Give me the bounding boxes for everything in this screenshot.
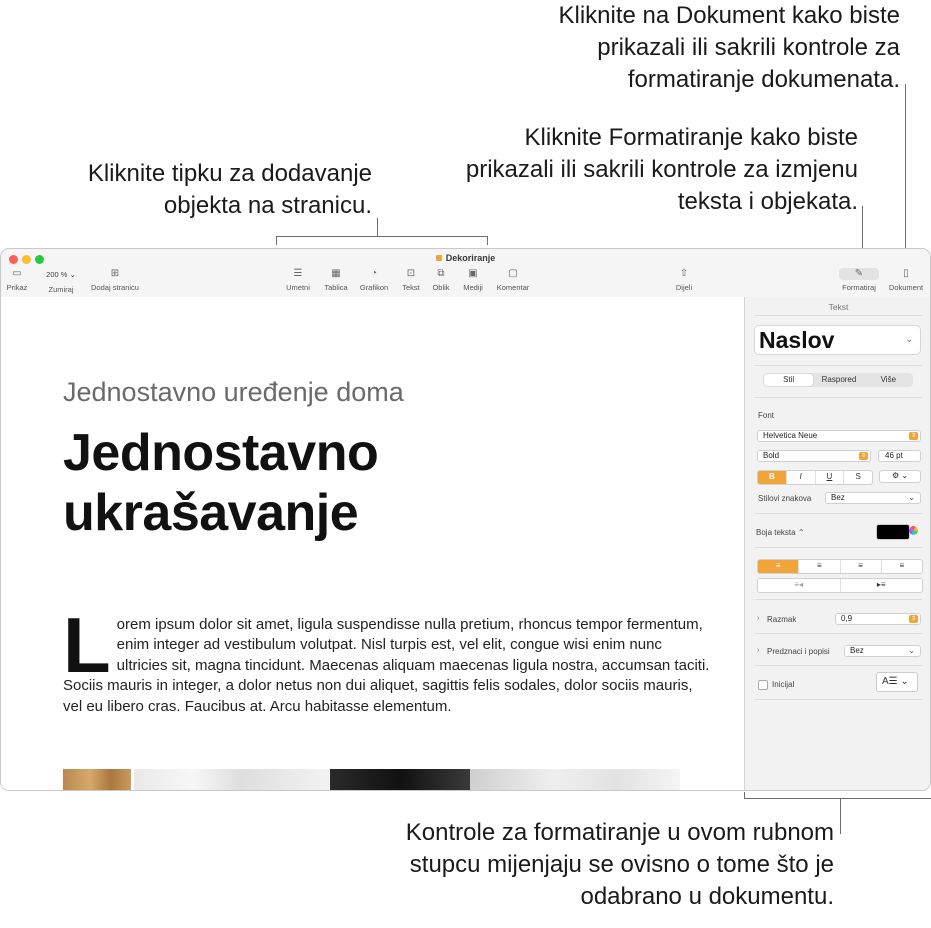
table-button[interactable]: ▦ Tablica [321, 268, 351, 292]
bracket-add-object [276, 236, 488, 245]
bullets-select[interactable]: Bez ⌄ [844, 645, 921, 657]
divider [755, 547, 922, 548]
list-icon: ☰ [293, 268, 303, 279]
divider [755, 633, 922, 634]
chevron-down-icon: ⌄ [908, 493, 915, 502]
chevron-down-icon: ⌄ [908, 646, 915, 655]
table-icon: ▦ [331, 268, 341, 279]
decrease-indent-button[interactable]: ≡◂ [758, 579, 841, 592]
document-icon [436, 255, 442, 261]
leader-line-document [905, 84, 906, 267]
leader-line-add-object [377, 218, 378, 236]
toolbar [1, 249, 930, 298]
underline-button[interactable]: U [816, 471, 845, 484]
media-button[interactable]: ▣ Mediji [460, 268, 486, 292]
divider [755, 599, 922, 600]
strikethrough-button[interactable]: S [855, 472, 861, 481]
chart-button[interactable]: ◔ Grafikon [359, 268, 389, 292]
indent-buttons [757, 578, 923, 593]
text-color-label[interactable]: Boja teksta ⌃ [756, 528, 805, 537]
text-options-button[interactable] [879, 470, 921, 483]
divider [755, 513, 922, 514]
divider [755, 665, 922, 666]
spacing-select[interactable]: 0,9 ⇕ [835, 613, 921, 625]
font-label: Font [758, 411, 775, 420]
document-title[interactable]: Jednostavno ukrašavanje [63, 424, 379, 542]
callout-add-object: Kliknite tipku za dodavanje objekta na stranicu. [87, 160, 372, 219]
spacing-label[interactable]: Razmak [767, 615, 797, 624]
divider [755, 397, 922, 398]
chart-icon: ◔ [370, 268, 378, 279]
stepper-icon: ⇕ [860, 453, 867, 459]
char-styles-label: Stilovi znakova [758, 494, 812, 503]
bracket-sidebar [744, 792, 931, 799]
align-left-button[interactable]: ≡ [758, 560, 799, 573]
document-icon: ▯ [903, 268, 909, 279]
gear-icon: ⚙ ⌄ [891, 471, 909, 480]
font-weight-select[interactable]: Bold ⇕ [757, 450, 871, 462]
photo-icon: ▣ [468, 268, 478, 279]
align-center-button[interactable]: ≡ [799, 560, 840, 573]
photo-strip-light[interactable] [134, 769, 330, 791]
dropcap-checkbox[interactable] [758, 680, 768, 690]
body-text: orem ipsum dolor sit amet, ligula suspendisse nulla pretium, rhoncus tempor fermentum, enim integer ad vestibulum volutpat. Nisl turpis est, vel elit, congue wisi enim nunc ultricies sit, magna tincidunt. Maecenas aliquam maecenas ligula nostra, accumsan taciti. Sociis mauris in integer, a dolor netus non dui aliquet, sagittis felis sodales, dolor sociis mauris, vel eu libero cras. Faucibus at. Arcu habitasse elementum. [63, 616, 710, 715]
text-style-buttons [757, 470, 873, 485]
text-button[interactable]: ⊡ Tekst [399, 268, 423, 292]
increase-indent-button[interactable]: ▸≡ [876, 580, 886, 589]
font-size-field[interactable]: 46 pt [878, 450, 921, 462]
textbox-icon: ⊡ [406, 268, 416, 279]
zoom-value[interactable]: 200 % ⌄ [46, 270, 76, 279]
dropcap-style-button[interactable] [876, 672, 918, 692]
document-button[interactable]: ▯ Dokument [885, 268, 927, 292]
font-name-select[interactable]: Helvetica Neue ⇕ [757, 430, 921, 442]
tab-style[interactable]: Stil [764, 374, 813, 386]
alignment-buttons [757, 559, 923, 574]
align-right-button[interactable]: ≡ [841, 560, 882, 573]
add-page-button[interactable]: ⊞ Dodaj stranicu [87, 268, 143, 292]
app-window [0, 248, 931, 791]
callout-format-toggle: Kliknite Formatiranje kako biste prikazali ili sakrili kontrole za izmjenu teksta i objekata. [465, 124, 858, 215]
zoom-button[interactable]: 200 % ⌄ Zumiraj [39, 268, 83, 294]
format-sidebar [744, 297, 931, 791]
sidebar-icon: ▭ [12, 268, 22, 279]
callout-document-toggle: Kliknite na Dokument kako biste prikazali ili sakrili kontrole za formatiranje dokumenata. [558, 2, 900, 93]
sidebar-header: Tekst [828, 302, 849, 312]
plus-square-icon: ⊞ [110, 268, 120, 279]
tab-layout[interactable]: Raspored [821, 375, 857, 384]
format-button[interactable]: ✎ Formatiraj [837, 268, 881, 292]
share-button[interactable]: ⇧ Dijeli [671, 268, 697, 292]
dropcap-style-icon: A☰ ⌄ [882, 676, 909, 687]
chevron-right-icon[interactable]: › [757, 647, 760, 654]
leader-line-sidebar [840, 798, 841, 834]
chevron-right-icon[interactable]: › [757, 615, 760, 622]
callout-sidebar-controls: Kontrole za formatiranje u ovom rubnom stupcu mijenjaju se ovisno o tome što je odabrano u dokumentu. [405, 819, 834, 910]
justify-button[interactable]: ≡ [899, 561, 905, 570]
window-title: Dekoriranje [1, 253, 930, 263]
share-icon: ⇧ [679, 268, 689, 279]
photo-strip-dark[interactable] [330, 769, 470, 791]
paintbrush-icon: ✎ [839, 268, 879, 280]
drop-cap: L [63, 601, 111, 689]
insert-button[interactable]: ☰ Umetni [283, 268, 313, 292]
view-button[interactable]: ▭ Prikaz [6, 268, 28, 292]
divider [755, 315, 922, 316]
char-styles-select[interactable]: Bez ⌄ [825, 492, 921, 504]
sidebar-tabs [763, 373, 913, 387]
photo-strip-wood[interactable] [63, 769, 131, 791]
shape-icon: ⧉ [437, 268, 445, 279]
body-paragraph[interactable] [63, 601, 711, 717]
dropcap-label: Inicijal [772, 680, 795, 689]
bold-button[interactable]: B [758, 471, 787, 484]
document-subtitle[interactable]: Jednostavno uređenje doma [63, 377, 404, 407]
divider [755, 365, 922, 366]
document-canvas[interactable] [1, 297, 744, 791]
color-wheel-icon[interactable] [909, 526, 918, 535]
italic-button[interactable]: I [787, 471, 816, 484]
bullets-label[interactable]: Predznaci i popisi [767, 647, 830, 656]
text-color-swatch[interactable] [876, 524, 910, 540]
stepper-icon: ⇕ [910, 433, 917, 439]
comment-icon: ▢ [508, 268, 518, 279]
divider [755, 699, 922, 700]
shape-button[interactable]: ⧉ Oblik [429, 268, 453, 292]
comment-button[interactable]: ▢ Komentar [493, 268, 533, 292]
paragraph-style-popup[interactable]: Naslov ⌄ [754, 325, 921, 355]
chevron-down-icon: ⌄ [905, 334, 913, 344]
photo-strip-right[interactable] [470, 769, 680, 791]
tab-more[interactable]: Više [880, 375, 897, 384]
stepper-icon: ⇕ [910, 616, 917, 622]
